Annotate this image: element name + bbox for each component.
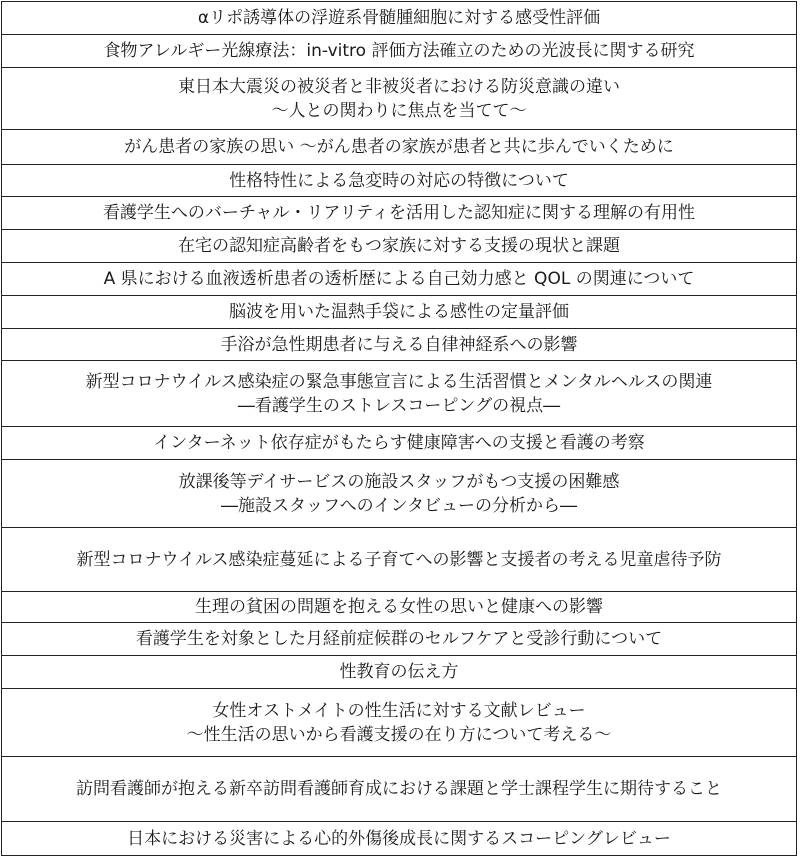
title-cell	[2, 361, 797, 427]
title-line: 手浴が急性期患者に与える自律神経系への影響	[220, 334, 578, 355]
title-line: 看護学生へのバーチャル・リアリティを活用した認知症に関する理解の有用性	[102, 203, 696, 223]
table-row	[2, 623, 797, 656]
table-row	[2, 460, 797, 528]
title-line: インターネット依存症がもたらす健康障害への支援と看護の考察	[153, 433, 645, 453]
title-subline: ～性生活の思いから看護支援の在り方について考える～	[186, 724, 612, 745]
title-line: 新型コロナウイルス感染症の緊急事態宣言による生活習慣とメンタルヘルスの関連	[85, 371, 713, 392]
title-cell	[2, 592, 797, 623]
title-cell	[2, 528, 797, 592]
title-cell	[2, 263, 797, 296]
title-cell	[2, 656, 797, 689]
title-line: 脳波を用いた温熱手袋による感性の定量評価	[229, 302, 569, 322]
research-titles-table	[1, 1, 797, 856]
title-cell	[2, 68, 797, 130]
title-line: 放課後等デイサービスの施設スタッフがもつ支援の困難感	[178, 471, 620, 492]
title-line: 生理の貧困の問題を抱える女性の思いと健康への影響	[195, 597, 603, 617]
table-row	[2, 592, 797, 623]
table-row	[2, 68, 797, 130]
title-line: 東日本大震災の被災者と非被災者における防災意識の違い	[178, 76, 620, 97]
table-row	[2, 165, 797, 197]
title-line: 性教育の伝え方	[339, 662, 459, 682]
title-cell	[2, 329, 797, 361]
title-line: αリポ誘導体の浮遊系骨髄腫細胞に対する感受性評価	[197, 8, 601, 28]
title-line: 訪問看護師が抱える新卒訪問看護師育成における課題と学士課程学生に期待すること	[76, 779, 722, 799]
title-cell	[2, 822, 797, 856]
table-row	[2, 757, 797, 822]
title-cell	[2, 296, 797, 329]
title-line: がん患者の家族の思い ～がん患者の家族が患者と共に歩んでいくために	[124, 137, 674, 157]
table-row	[2, 329, 797, 361]
table-row	[2, 822, 797, 856]
title-cell	[2, 35, 797, 68]
title-line: 日本における災害による心的外傷後成長に関するスコーピングレビュー	[127, 828, 671, 849]
title-cell	[2, 130, 797, 165]
title-cell	[2, 757, 797, 822]
table-row	[2, 263, 797, 296]
title-cell	[2, 197, 797, 230]
title-line: 食物アレルギー光線療法：in-vitro 評価方法確立のための光波長に関する研究	[103, 41, 695, 61]
table-row	[2, 296, 797, 329]
table-row	[2, 528, 797, 592]
title-line: 在宅の認知症高齢者をもつ家族に対する支援の現状と課題	[178, 236, 620, 256]
table-row	[2, 361, 797, 427]
title-cell	[2, 460, 797, 528]
table-row	[2, 2, 797, 35]
table-row	[2, 656, 797, 689]
title-line: 性格特性による急変時の対応の特徴について	[229, 170, 569, 191]
table-row	[2, 35, 797, 68]
table-row	[2, 689, 797, 757]
title-line: A 県における血液透析患者の透析歴による自己効力感と QOL の関連について	[103, 269, 695, 289]
table-row	[2, 197, 797, 230]
table-row	[2, 427, 797, 460]
title-subline: ―施設スタッフへのインタビューの分析から―	[221, 495, 577, 516]
title-subline: ～人との関わりに焦点を当てて～	[271, 100, 527, 121]
table-row	[2, 130, 797, 165]
table-row	[2, 230, 797, 263]
title-cell	[2, 427, 797, 460]
title-subline: ―看護学生のストレスコーピングの視点―	[237, 395, 561, 416]
title-cell	[2, 689, 797, 757]
title-line: 新型コロナウイルス感染症蔓延による子育てへの影響と支援者の考える児童虐待予防	[76, 549, 722, 570]
title-line: 女性オストメイトの性生活に対する文献レビュー	[212, 700, 586, 721]
title-line: 看護学生を対象とした月経前症候群のセルフケアと受診行動について	[135, 629, 663, 649]
title-cell	[2, 623, 797, 656]
title-cell	[2, 2, 797, 35]
title-cell	[2, 230, 797, 263]
title-cell	[2, 165, 797, 197]
